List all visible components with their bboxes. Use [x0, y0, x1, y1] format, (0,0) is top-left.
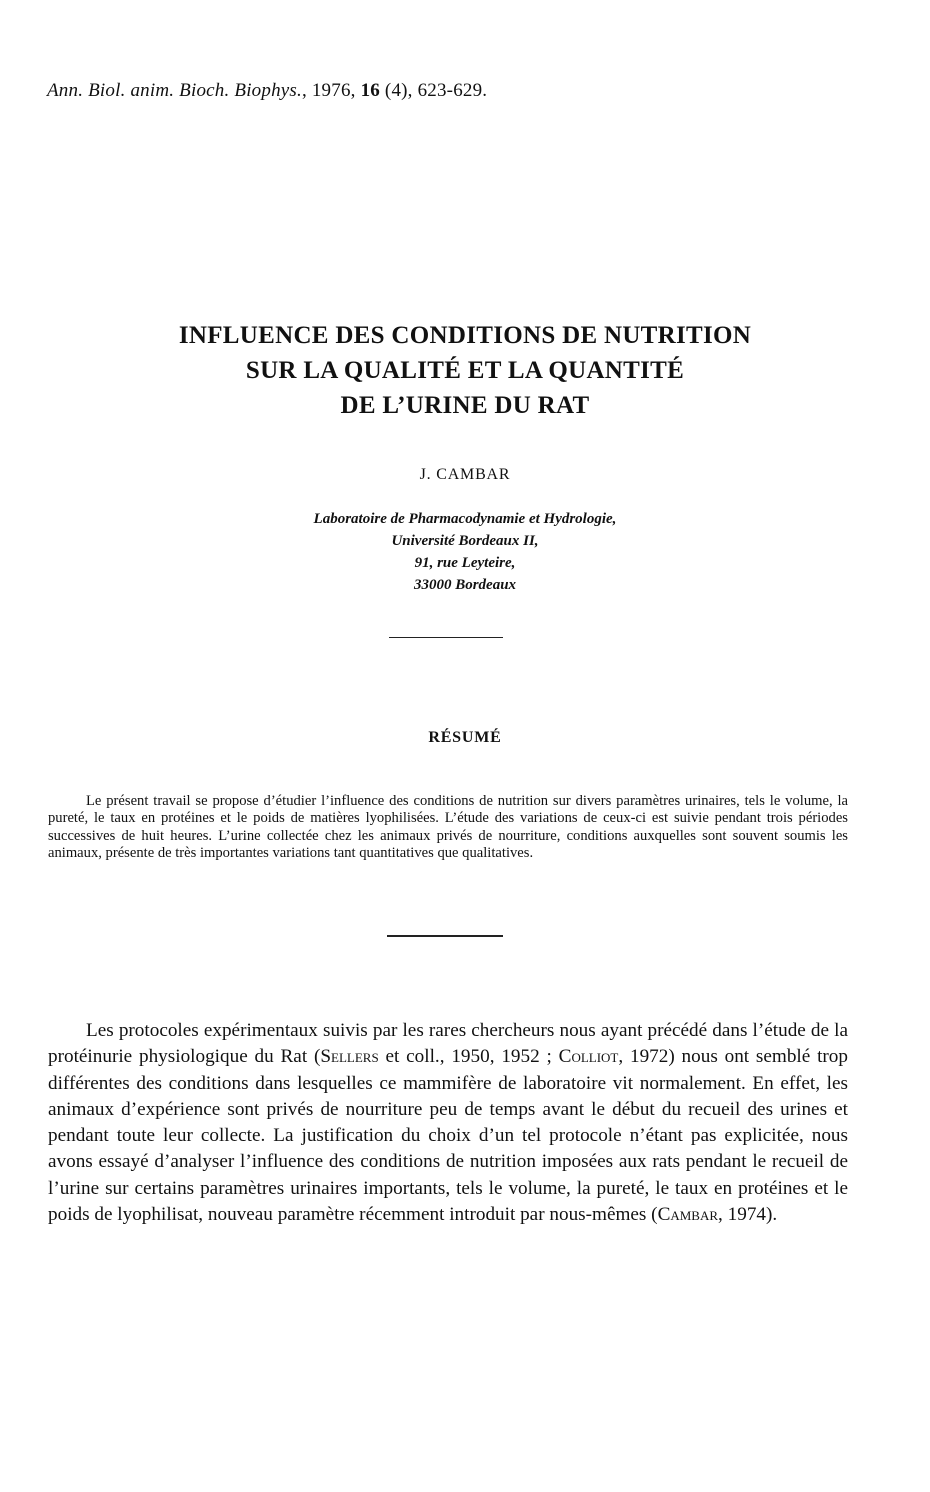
- affiliation-line-1: Laboratoire de Pharmacodynamie et Hydrologie,: [313, 511, 617, 527]
- body-text-part-2: et coll., 1950, 1952 ;: [378, 1046, 559, 1068]
- affiliation-line-3: 91, rue Leyteire,: [414, 555, 516, 571]
- title-line-1: INFLUENCE DES CONDITIONS DE NUTRITION: [178, 322, 752, 349]
- author-name: J. CAMBAR: [419, 466, 511, 483]
- affiliation-line-2: Université Bordeaux II,: [391, 533, 539, 549]
- reference-sellers: Sellers: [320, 1046, 379, 1068]
- introduction-paragraph: [48, 1018, 848, 1228]
- title-line-2: SUR LA QUALITÉ ET LA QUANTITÉ: [245, 357, 685, 384]
- body-text-part-3: , 1972) nous ont semblé trop différentes des conditions dans lesquelles ce mammifère de laboratoire vit normalement. En effet, les animaux d’expérience sont privés de nourriture peu de temps avant le début du recueil des urines et pendant toute leur collecte. La justification du choix d’un tel protocole n’étant pas explicitée, nous avons essayé d’analyser l’influence des conditions de nutrition imposées aux rats pendant le recueil de l’urine sur certains paramètres urinaires importants, tels le volume, la pureté, le taux en protéines et le poids de lyophilisat, nouveau paramètre récemment introduit par nous-mêmes (: [48, 1046, 848, 1226]
- resume-heading: RÉSUMÉ: [428, 729, 502, 746]
- section-divider-bottom: [387, 935, 503, 937]
- body-text-part-4: , 1974).: [718, 1204, 778, 1226]
- reference-cambar: Cambar: [657, 1204, 719, 1226]
- reference-colliot: Colliot: [558, 1046, 619, 1068]
- journal-name: Ann. Biol. anim. Bioch. Biophys.: [47, 80, 302, 101]
- affiliation-line-4: 33000 Bordeaux: [413, 577, 517, 593]
- author-affiliation: [0, 508, 930, 596]
- journal-citation: [47, 80, 487, 102]
- citation-year: , 1976,: [301, 80, 361, 101]
- article-title: [0, 318, 930, 423]
- citation-volume: 16: [360, 80, 380, 101]
- citation-issue-pages: (4), 623-629.: [379, 80, 488, 101]
- section-divider-top: [389, 637, 503, 638]
- resume-paragraph: Le présent travail se propose d’étudier l’influence des conditions de nutrition sur divers paramètres urinaires, tels le volume, la pureté, le taux en protéines et le poids de matières lyophilisées. L’étude des variations de ceux-ci est suivie pendant trois périodes successives de huit heures. L’urine collectée chez les animaux privés de nourriture, conditions auxquelles sont souvent soumis les animaux, présente de très importantes variations tant quantitatives que qualitatives.: [48, 793, 848, 861]
- title-line-3: DE L’URINE DU RAT: [340, 392, 590, 419]
- body-text-part-1: Les protocoles expérimentaux suivis par les rares chercheurs nous ayant précédé dans l’étude de la protéinurie physiologique du Rat (: [48, 1020, 848, 1068]
